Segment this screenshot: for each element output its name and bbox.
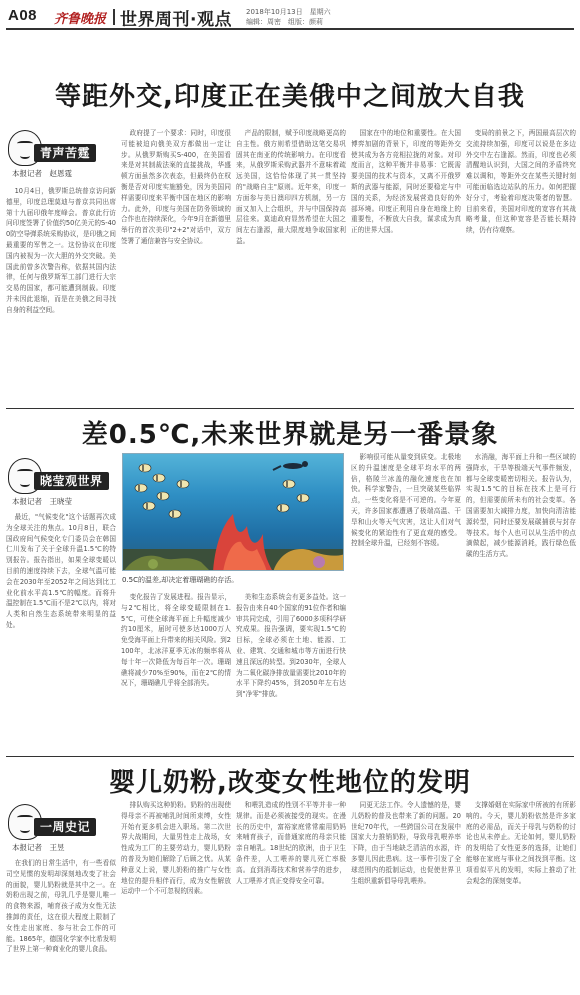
coral-reef-photo <box>122 453 344 571</box>
article-2-byline: 本报记者 王晓莹 <box>12 497 72 506</box>
article-1-separator <box>6 408 574 409</box>
article-2-col-4: 影响很可能从量变到质变。北极地区的升温速度是全球平均水平的两倍，格陵兰冰盖的融化速度也在加快。科学家警告，一旦突破某些临界点，一些变化将是不可逆的。今年夏天，许多国家都遭遇了极端高温、干旱和山火等天气灾害，这让人们对气候变化的紧迫性有了更直观的感受。控制全球升温，已经刻不容缓。 <box>351 453 461 548</box>
article-1-col-3: 产品的限制，赋予印度战略更高的自主性。俄方则希望借助这笔交易巩固其在南亚的传统影响力。在印度看来，从俄罗斯采购武器并不意味着疏远美国，这恰恰体现了其一贯坚持的"战略自主"原则。近年来，印度一方面参与美日澳印四方机制，另一方面又加入上合组织，并与中国保持高层往来。莫迪政府显然希望在大国之间左右逢源，最大限度地争取国家利益。 <box>236 129 346 245</box>
paper-name-logo: 齐鲁晚报 <box>54 12 107 27</box>
issue-date: 2018年10月13日 星期六 <box>246 8 331 16</box>
article-3-col-5: 支撑婚姻在实际家中所被的有所影响的。今天，婴儿奶粉依然是许多家庭的必需品，而关于母乳与奶粉的讨论也从未停止。无论如何，婴儿奶粉的发明给了女性更多的选择，让她们能够在家庭与事业之间找到平衡。这项看似平凡的发明，实际上推动了社会观念的深刻变革。 <box>466 801 576 885</box>
article-3-col-1: 在我们的日常生活中，有一些看似司空见惯的发明却深刻地改变了社会的面貌，婴儿奶粉就是其中之一。在奶粉出现之前，母乳几乎是婴儿唯一的食物来源，哺育孩子成为女性无法推卸的责任，这在很大程度上限制了女性走出家庭、参与社会工作的可能。1865年，德国化学家李比希发明了世界上第一种商业化的婴儿食品。 <box>6 859 116 954</box>
article-3-col-3: 和喂乳造成的性别不平等并非一种规律。而是必须被接受的现实。在漫长的历史中，富裕家庭常常雇用奶妈来哺育孩子，而普通家庭的母亲只能亲自哺乳。18世纪的欧洲，由于卫生条件差，人工喂养的婴儿死亡率极高。直到消毒技术和营养学的进步，人工喂养才真正变得安全可靠。 <box>236 801 346 885</box>
article-2-col-2: 变化报告了发展进程。报告显示，与2℃相比，将全球变暖限制在1.5℃，可使全球海平面上升幅度减少约10厘米，届时可使多达1000万人免受海平面上升带来的相关风险。到2100年，北冰洋夏季无冰的频率将从每十年一次降低为每百年一次。珊瑚礁将减少70%至90%，而在2℃的情况下，珊瑚礁几乎将全部消失。 <box>121 593 231 688</box>
article-2-col-3: 美和生态系统会有更多益处。这一报告由来自40个国家的91位作者和编审共同完成，引用了6000多项科学研究成果。报告强调，要实现1.5℃的目标，全球必须在土地、能源、工业、建筑、交通和城市等方面进行快速且深远的转型。到2030年，全球人为二氧化碳净排放量需要比2010年的水平下降约45%，到2050年左右达到"净零"排放。 <box>236 593 346 699</box>
column-name: 一周史记 <box>34 818 96 836</box>
editor-credits: 编辑：周密 组版：颜莉 <box>246 18 323 26</box>
article-1-col-5: 变局的前景之下，两国最高层次的交流持续加强，印度可以说是在多边外交中左右逢源。然而，印度也必须清醒地认识到，大国之间的矛盾终究难以调和，等距外交在某些关键时刻可能面临选边站队的压力。如何把握好分寸，考验着印度决策者的智慧。目前来看，美国对印度的宽容有其战略考量，但这种宽容是否能长期持续，仍有待观察。 <box>466 129 576 235</box>
article-1-headline: 等距外交,印度正在美俄中之间放大自我 <box>55 82 525 112</box>
article-2-col-1: 最近，"气候变化"这个话题再次成为全球关注的焦点。10月8日，联合国政府间气候变化专门委员会在韩国仁川发布了关于全球升温1.5℃的特别报告。报告指出，如果全球变暖以目前的速度持续下去，全球气温可能会在2030年至2052年之间达到比工业化前水平高1.5℃的幅度。而将升温控制在1.5℃而不是2℃以内，将对人类和自然生态系统带来明显的益处。 <box>6 513 116 629</box>
section-title: 世界周刊·观点 <box>120 10 232 30</box>
article-1-col-4: 国家在中的地位和重要性。在大国博弈加剧的背景下，印度的等距外交使其成为各方竞相拉拢的对象。对印度而言，这种平衡并非易事：它既需要美国的技术与资本，又离不开俄罗斯的武器与能源，同时还要稳定与中国的关系，为经济发展营造良好的外部环境。印度正利用自身在地缘上的重要性，不断放大自我，谋求成为真正的世界大国。 <box>351 129 461 235</box>
article-3-col-4: 同更无法工作。令人遗憾的是，婴儿奶粉的普及也带来了新的问题。20世纪70年代，一些跨国公司在发展中国家大力推销奶粉，导致母乳喂养率下降，由于当地缺乏清洁的水源，许多婴儿因此患病。这一事件引发了全球范围内的抵制运动，也促使世界卫生组织重新倡导母乳喂养。 <box>351 801 461 885</box>
coral-reef-illustration <box>123 454 344 571</box>
article-3-byline: 本报记者 王昱 <box>12 843 65 852</box>
photo-caption: 0.5C的温差,却决定着珊瑚礁的存活。 <box>122 576 239 584</box>
article-2-headline: 差0.5℃,未来世界就是另一番景象 <box>81 420 499 450</box>
article-1-col-2: 政府提了一个要求：同时，印度很可能被迫向俄美双方都做出一定让步。从俄罗斯购买S-400，在美国看来是对其制裁法案的直接挑战，华盛顿方面虽然多次表态，但最终仍在权衡是否对印度实施豁免，因为美国同样需要印度来平衡中国在地区的影响力。此外，印度与美国在防务领域的合作也在持续深化，今年9月在新德里举行的首次美印"2+2"对话中，双方签署了通信兼容与安全协议。 <box>121 129 231 245</box>
header-divider <box>113 9 115 25</box>
article-3-col-2: 排队购买这种奶粉。奶粉的出现使得母亲不再被哺乳时间所束缚，女性开始有更多机会进入职场。第二次世界大战期间，大量男性走上战场，女性成为工厂的主要劳动力，婴儿奶粉的普及为她们解除了后顾之忧。从某种意义上说，婴儿奶粉的推广与女性地位的提升相伴而行，成为女性解放运动中一个不可忽视的因素。 <box>121 801 231 896</box>
masthead <box>6 4 574 30</box>
column-name: 青声苦霆 <box>34 144 96 162</box>
article-2-separator <box>6 756 574 757</box>
article-1-byline: 本报记者 赵恩霆 <box>12 169 72 178</box>
article-3-headline: 婴儿奶粉,改变女性地位的发明 <box>109 768 471 798</box>
page-number: A08 <box>8 7 38 24</box>
column-name: 晓莹观世界 <box>34 472 109 490</box>
article-2-col-5: 水消融，海平面上升和一些区域的强降水，干旱等极端天气事件频发，都与全球变暖密切相关。报告认为，实现1.5℃的目标在技术上是可行的，但需要前所未有的社会变革。各国需要加大减排力度，加快向清洁能源转型，同时还要发展碳捕获与封存等技术。每个人也可以从生活中的点滴做起，减少能源消耗，践行绿色低碳的生活方式。 <box>466 453 576 559</box>
article-1-col-1: 10月4日，俄罗斯总统普京访问新德里，印度总理莫迪与普京共同出席第十九届印俄年度峰会。普京此行访问印度签署了价值约50亿美元的S-400防空导弹系统采购协议，是印俄之间最重要的军售之一。这份协议在印度国内被视为一次大胆的外交突破。美国此前曾多次警告称，依据其国内法律，任何与俄罗斯军工部门进行大宗交易的国家，都可能遭到制裁。印度并未因此退缩，而是在美俄之间寻找自身的利益空间。 <box>6 187 116 314</box>
